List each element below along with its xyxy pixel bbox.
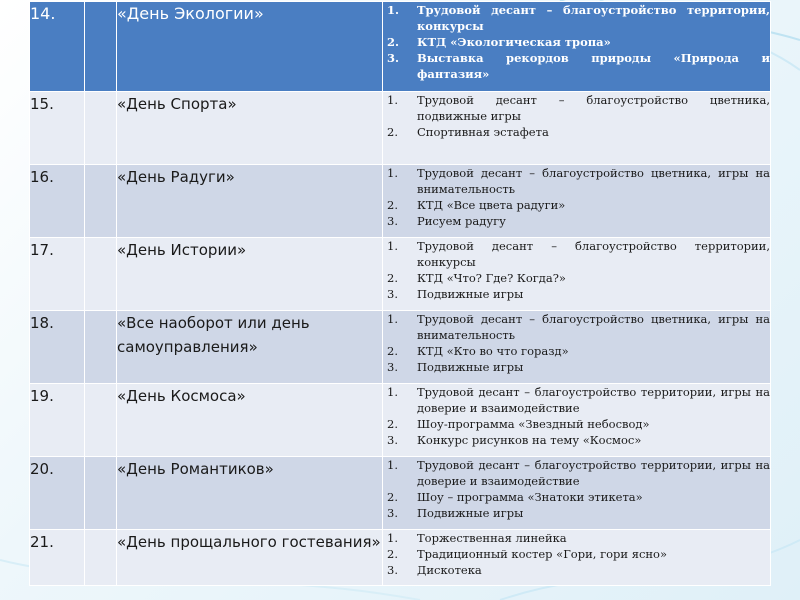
activity-text: КТД «Экологическая тропа» xyxy=(417,35,611,49)
activity-text: Рисуем радугу xyxy=(417,214,506,228)
table-row xyxy=(30,530,771,586)
list-item xyxy=(383,286,770,302)
activity-number: 3. xyxy=(387,214,398,228)
list-item xyxy=(383,562,770,578)
activity-list xyxy=(383,238,771,311)
day-theme: «День прощального гостевания» xyxy=(117,530,383,586)
empty-cell xyxy=(85,238,117,311)
activity-number: 3. xyxy=(387,287,398,301)
row-number: 20. xyxy=(30,457,85,530)
activity-number: 1. xyxy=(387,166,398,180)
day-theme: «Все наоборот или день самоуправления» xyxy=(117,311,383,384)
activity-text: Трудовой десант – благоустройство цветника, подвижные игры xyxy=(417,93,770,123)
activity-number: 2. xyxy=(387,271,398,285)
list-item xyxy=(383,457,770,489)
day-theme: «День Радуги» xyxy=(117,165,383,238)
activity-text: Традиционный костер «Гори, гори ясно» xyxy=(417,547,668,561)
activity-number: 2. xyxy=(387,35,400,49)
list-item xyxy=(383,213,770,229)
activity-number: 3. xyxy=(387,563,398,577)
activity-list xyxy=(383,384,771,457)
activity-text: Трудовой десант – благоустройство территории, игры на доверие и взаимодействие xyxy=(417,458,770,488)
list-item xyxy=(383,311,770,343)
table-row xyxy=(30,311,771,384)
activity-list xyxy=(383,2,771,92)
activity-text: Спортивная эстафета xyxy=(417,125,549,139)
list-item xyxy=(383,270,770,286)
list-item xyxy=(383,34,770,50)
table-row xyxy=(30,384,771,457)
activity-number: 2. xyxy=(387,125,398,139)
activity-number: 1. xyxy=(387,531,398,545)
activity-text: Торжественная линейка xyxy=(417,531,567,545)
activity-text: Подвижные игры xyxy=(417,506,524,520)
activity-text: Шоу-программа «Звездный небосвод» xyxy=(417,417,650,431)
activity-list xyxy=(383,311,771,384)
day-theme: «День Космоса» xyxy=(117,384,383,457)
activity-number: 1. xyxy=(387,312,398,326)
list-item xyxy=(383,530,770,546)
day-theme: «День Спорта» xyxy=(117,92,383,165)
activity-text: Шоу – программа «Знатоки этикета» xyxy=(417,490,643,504)
day-theme: «День Экологии» xyxy=(117,2,383,92)
empty-cell xyxy=(85,92,117,165)
activity-text: Подвижные игры xyxy=(417,287,524,301)
empty-cell xyxy=(85,384,117,457)
activity-number: 2. xyxy=(387,417,398,431)
list-item xyxy=(383,124,770,140)
activity-text: Трудовой десант – благоустройство цветника, игры на внимательность xyxy=(417,312,770,342)
activity-number: 1. xyxy=(387,93,398,107)
day-theme: «День Истории» xyxy=(117,238,383,311)
list-item xyxy=(383,343,770,359)
activity-list xyxy=(383,530,771,586)
activity-text: Трудовой десант – благоустройство территории, конкурсы xyxy=(417,3,770,33)
activity-text: Трудовой десант – благоустройство территории, игры на доверие и взаимодействие xyxy=(417,385,770,415)
activity-list xyxy=(383,92,771,165)
row-number: 15. xyxy=(30,92,85,165)
list-item xyxy=(383,197,770,213)
list-item xyxy=(383,2,770,34)
row-number: 19. xyxy=(30,384,85,457)
activity-number: 1. xyxy=(387,458,398,472)
activity-list xyxy=(383,457,771,530)
event-schedule-table xyxy=(29,1,771,586)
activity-text: КТД «Кто во что горазд» xyxy=(417,344,569,358)
activity-number: 1. xyxy=(387,3,400,17)
table-row xyxy=(30,457,771,530)
list-item xyxy=(383,50,770,82)
list-item xyxy=(383,92,770,124)
activity-text: Подвижные игры xyxy=(417,360,524,374)
list-item xyxy=(383,505,770,521)
activity-number: 2. xyxy=(387,547,398,561)
activity-number: 3. xyxy=(387,506,398,520)
activity-number: 1. xyxy=(387,239,398,253)
day-theme: «День Романтиков» xyxy=(117,457,383,530)
activity-number: 3. xyxy=(387,51,400,65)
activity-number: 1. xyxy=(387,385,398,399)
row-number: 17. xyxy=(30,238,85,311)
empty-cell xyxy=(85,2,117,92)
list-item xyxy=(383,359,770,375)
activity-number: 2. xyxy=(387,344,398,358)
activity-text: Трудовой десант – благоустройство цветника, игры на внимательность xyxy=(417,166,770,196)
list-item xyxy=(383,546,770,562)
row-number: 14. xyxy=(30,2,85,92)
list-item xyxy=(383,165,770,197)
activity-text: КТД «Что? Где? Когда?» xyxy=(417,271,566,285)
activity-text: Трудовой десант – благоустройство территории, конкурсы xyxy=(417,239,770,269)
table-row xyxy=(30,2,771,92)
list-item xyxy=(383,489,770,505)
table-row xyxy=(30,92,771,165)
table-row xyxy=(30,165,771,238)
activity-number: 2. xyxy=(387,198,398,212)
empty-cell xyxy=(85,311,117,384)
empty-cell xyxy=(85,457,117,530)
empty-cell xyxy=(85,530,117,586)
activity-list xyxy=(383,165,771,238)
activity-text: Выставка рекордов природы «Природа и фантазия» xyxy=(417,51,770,81)
activity-number: 2. xyxy=(387,490,398,504)
activity-text: Дискотека xyxy=(417,563,482,577)
empty-cell xyxy=(85,165,117,238)
row-number: 18. xyxy=(30,311,85,384)
list-item xyxy=(383,416,770,432)
activity-text: КТД «Все цвета радуги» xyxy=(417,198,566,212)
row-number: 16. xyxy=(30,165,85,238)
activity-text: Конкурс рисунков на тему «Космос» xyxy=(417,433,642,447)
list-item xyxy=(383,432,770,448)
table-row xyxy=(30,238,771,311)
activity-number: 3. xyxy=(387,433,398,447)
list-item xyxy=(383,384,770,416)
list-item xyxy=(383,238,770,270)
row-number: 21. xyxy=(30,530,85,586)
activity-number: 3. xyxy=(387,360,398,374)
